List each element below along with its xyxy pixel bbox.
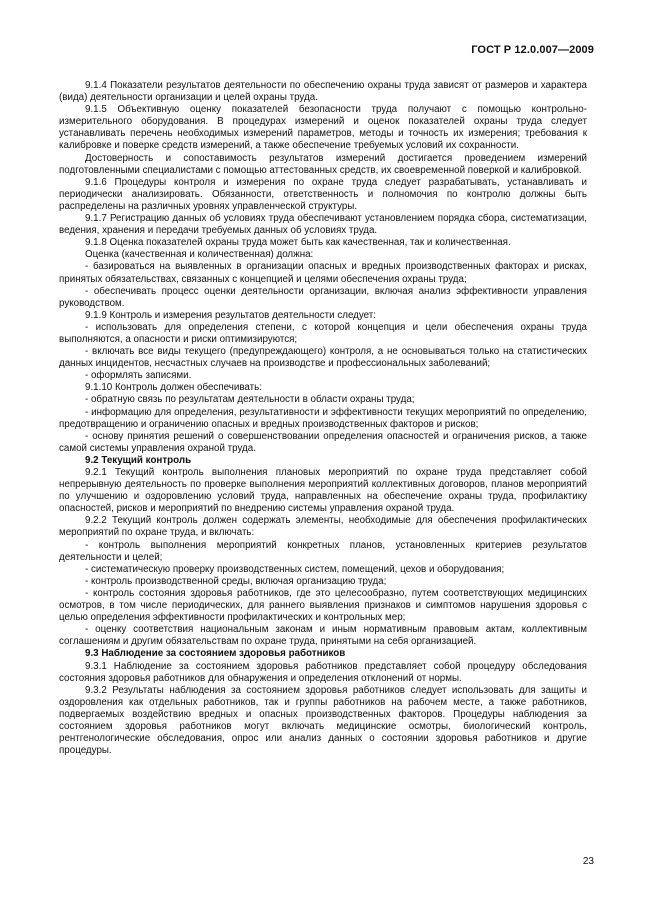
paragraph: 9.1.9 Контроль и измерения результатов деятельности следует:: [85, 309, 377, 321]
list-item: - систематическую проверку производственных систем, помещений, цехов и оборудования;: [85, 563, 505, 575]
paragraph: 9.1.7 Регистрацию данных об условиях труда обеспечивают установлением порядка сбора, систематизации, ведения, хранения и передачи требуемых данных об условиях труда.: [59, 213, 587, 237]
list-item: - обратную связь по результатам деятельности в области охраны труда;: [85, 394, 415, 406]
paragraph: 9.3.1 Наблюдение за состоянием здоровья работников представляет собой процедуру обследования состояния здоровья работников для обнаружения и определения отклонений от нормы.: [59, 660, 587, 684]
paragraph: 9.2.1 Текущий контроль выполнения плановых мероприятий по охране труда представляет собой непрерывную деятельность по проверке выполнения мероприятий коллективных договоров, планов мероприятий по улучшению и оздоровлению условий труда, направленных на обеспечение охраны труда, профилактику опасностей, рисков и мероприятий по внедрению системы управления охраной труда.: [59, 467, 587, 515]
list-item: - контроль состояния здоровья работников, где это целесообразно, путем соответствующих медицинских осмотров, в том числе периодических, для раннего выявления признаков и симптомов нарушения здоровья с целью определения эффективности профилактических и контрольных мер;: [59, 587, 587, 624]
list-item: - оформлять записями.: [85, 370, 192, 382]
list-item: - основу принятия решений о совершенствовании определения опасностей и ограничения рисков, а также самой системы управления охраной труда.: [59, 430, 587, 454]
document-header: ГОСТ Р 12.0.007—2009: [471, 44, 594, 56]
paragraph: 9.1.8 Оценка показателей охраны труда может быть как качественная, так и количественная.: [85, 237, 511, 249]
document-body: [59, 80, 587, 757]
paragraph: 9.1.6 Процедуры контроля и измерения по охране труда следует разрабатывать, устанавливать и периодически анализировать. Обязанности, ответственность и полномочия по контролю должны быть распределены на различных уровнях управленческой структуры.: [59, 176, 587, 212]
list-item: - обеспечивать процесс оценки деятельности организации, включая анализ эффективности управления руководством.: [59, 285, 587, 309]
paragraph: 9.1.5 Объективную оценку показателей безопасности труда получают с помощью контрольно-измерительного оборудования. В процедурах измерений и оценок показателей охраны труда следует устанавливать перечень необходимых измерений параметров, методы и точность их измерения; требования к калибровке и поверке средств измерений, а также обеспечение требуемых условий их сохранности.: [59, 104, 587, 152]
list-item: - контроль выполнения мероприятий конкретных планов, установленных критериев результатов деятельности и целей;: [59, 539, 587, 563]
page-number: 23: [582, 856, 594, 867]
list-item: - оценку соответствия национальным законам и иным нормативным правовым актам, коллективным соглашениям и другим обязательствам по охране труда, принятыми на себя организацией.: [59, 624, 587, 648]
paragraph: 9.1.10 Контроль должен обеспечивать:: [85, 382, 262, 394]
list-item: - использовать для определения степени, с которой концепция и цели обеспечения охраны труда выполняются, а опасности и риски оптимизируются;: [59, 321, 587, 345]
section-heading-9-2: 9.2 Текущий контроль: [85, 454, 192, 466]
paragraph: 9.2.2 Текущий контроль должен содержать элементы, необходимые для обеспечения профилактических мероприятий по охране труда, и включать:: [59, 515, 587, 539]
list-item: - включать все виды текущего (предупреждающего) контроля, а не основываться только на статистических данных инцидентов, несчастных случаев на производстве и профессиональных заболеваний;: [59, 346, 587, 370]
paragraph: 9.3.2 Результаты наблюдения за состоянием здоровья работников следует использовать для защиты и оздоровления как отдельных работников, так и группы работников на рабочем месте, а также работников, подвергаемых воздействию вредных и опасных производственных факторов. Процедуры наблюдения за состоянием здоровья работников могут включать медицинские осмотры, биологический контроль, рентгенологические обследования, опрос или анализ данных о состоянии здоровья работников и другие процедуры.: [59, 684, 587, 757]
list-item: - информацию для определения, результативности и эффективности текущих мероприятий по определению, предотвращению и ограничению опасных и вредных производственных факторов и рисков;: [59, 406, 587, 430]
list-item: - базироваться на выявленных в организации опасных и вредных производственных факторах и рисках, принятых обязательствах, связанных с концепцией и целями обеспечения охраны труда;: [59, 261, 587, 285]
paragraph: Оценка (качественная и количественная) должна:: [85, 249, 314, 261]
list-item: - контроль производственной среды, включая организацию труда;: [85, 575, 387, 587]
paragraph: Достоверность и сопоставимость результатов измерений достигается проведением измерений подготовленными специалистами с помощью аттестованных средств, их своевременной поверкой и калибровкой.: [59, 152, 587, 176]
section-heading-9-3: 9.3 Наблюдение за состоянием здоровья работников: [85, 648, 346, 660]
paragraph: 9.1.4 Показатели результатов деятельности по обеспечению охраны труда зависят от размеров и характера (вида) деятельности организации и целей охраны труда.: [59, 80, 587, 104]
